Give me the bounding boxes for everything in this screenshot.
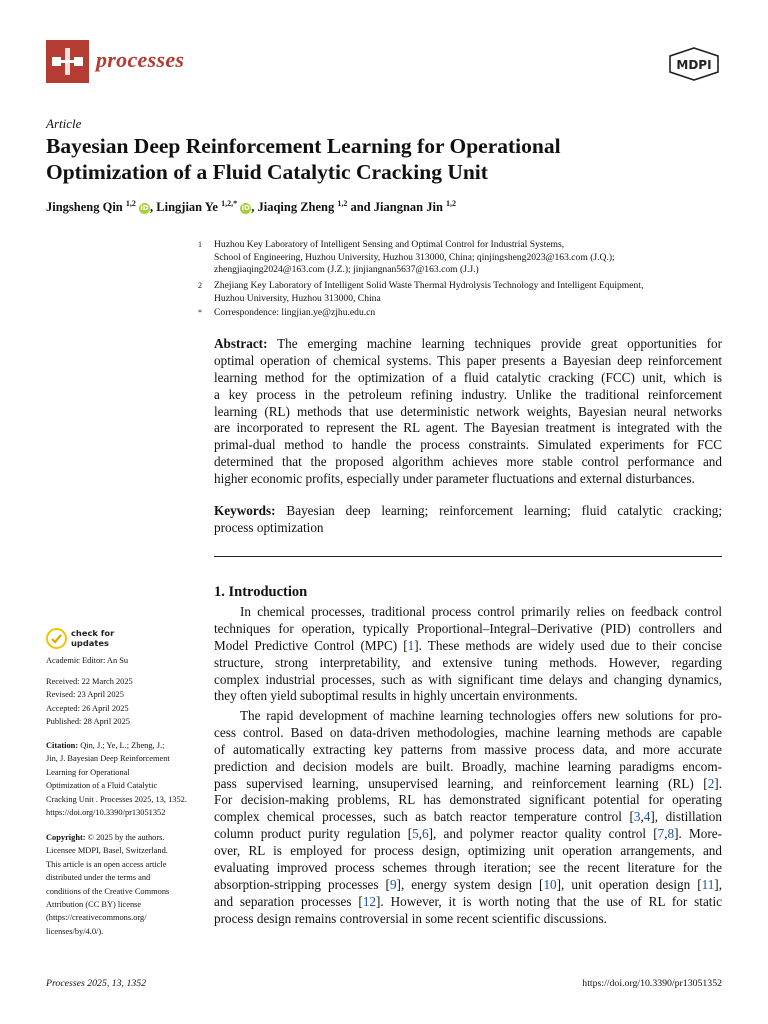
copyright-line: This article is an open access article [46,859,167,869]
text-line: Model Predictive Control (MPC) [1]. These methods are widely used due to their concise [214,637,722,653]
citation-link[interactable]: 12 [362,893,376,909]
paragraph-1 [214,604,722,705]
citation-block [46,739,206,819]
section-heading: 1. Introduction [214,584,308,600]
author-affiliation-mark: 1,2 [446,199,457,208]
affiliation-mark: 1 [198,240,202,249]
abstract-line: a key process in the petroleum refining industry. Unlike the traditional reinforcement [214,386,722,402]
check-updates-label: updates [71,638,109,648]
mdpi-hexagon-icon [667,46,721,82]
paragraph-2 [214,708,722,928]
text-line: absorption-stripping processes [9], energy system design [10], unit operation design [11], [214,876,722,892]
orcid-icon[interactable]: iD [241,203,250,212]
citation-line: Learning for Operational [46,767,130,777]
abstract-line: are incorporated to represent the RL agent. The Bayesian treatment is integrated with the [214,420,722,436]
citation-link[interactable]: 11 [701,876,715,892]
check-updates-label: check for [71,628,115,638]
copyright-line: Copyright: © 2025 by the authors. [46,833,165,842]
abstract-line: Abstract: The emerging machine learning techniques provide great opportunities for [214,336,723,351]
abstract-line: optimal operation of chemical systems. This paper presents a Bayesian deep reinforcement [214,352,722,368]
orcid-icon[interactable]: iD [140,203,149,212]
affiliation [198,280,724,305]
citation-link[interactable]: 2 [707,775,715,791]
copyright-line: (https://creativecommons.org/ [46,913,147,923]
affiliation [198,307,724,320]
text-line: column product purity regulation [5,6], and polymer reactor quality control [7,8]. More- [214,826,722,842]
abstract-label: Abstract: [214,336,268,351]
author-affiliation-mark: 1,2 [125,199,136,208]
copyright-line: conditions of the Creative Commons [46,886,170,896]
mdpi-logo[interactable] [667,46,721,82]
date-published: Published: 28 April 2025 [46,717,130,727]
affiliation-mark: * [198,308,202,317]
journal-logo [46,40,89,83]
citation-line: Optimization of a Fluid Catalytic [46,781,158,791]
citation-link[interactable]: 9 [389,876,397,892]
abstract-line: learning method for the optimization of a fluid catalytic cracking (FCC) unit, which is [214,369,722,385]
date-revised: Revised: 23 April 2025 [46,690,124,700]
text-line: evaluating improved process schemes through iteration; see the recent literature for the [214,860,722,876]
affiliation-line: School of Engineering, Huzhou University, Huzhou 313000, China; qinjingsheng2023@163.com (J.Q.); [214,251,615,263]
citation-label: Citation: [46,741,79,750]
check-updates-icon [46,628,67,649]
citation-link[interactable]: 8 [667,826,675,842]
affiliation-line: Correspondence: lingjian.ye@zjhu.edu.cn [214,307,376,318]
title-line: Bayesian Deep Reinforcement Learning for Operational [46,134,561,158]
text-line: complex chemical processes, such as batch reactor temperature control [3,4], distillation [214,809,722,825]
citation-link[interactable]: 4 [643,809,651,825]
citation-link[interactable]: 7 [657,826,665,842]
keywords-text: Bayesian deep learning; reinforcement learning; fluid catalytic cracking; [286,503,723,518]
citation-link[interactable]: 5 [412,826,419,842]
academic-editor: Academic Editor: An Su [46,656,129,665]
affiliation-line: zhengjiaqing2024@163.com (J.Z.); jinjiangnan5637@163.com (J.J.) [214,264,479,276]
text-line: For decision-making problems, RL has demonstrated significant potential for operating [214,792,722,808]
copyright-line: licenses/by/4.0/). [46,926,104,936]
abstract [214,336,722,488]
text-line: pass supervised learning, unsupervised learning, and reinforcement learning (RL) [2]. [214,775,722,791]
copyright-line: Licensee MDPI, Basel, Switzerland. [46,846,168,856]
text-line: structure, strong interpretability, and extensive tuning methods. However, regarding [214,654,722,670]
citation-line: https://doi.org/10.3390/pr13051352 [46,808,166,818]
text-line: complex industrial processes, such as with significant time delays and changing dynamics, [214,671,722,687]
abstract-line: determined that the proposed algorithm achieves more stable control performance and [214,454,722,470]
text-line: cess control. Based on data-driven methodologies, machine learning methods are capable [214,724,722,740]
copyright-label: Copyright: [46,833,86,842]
text-line: and separation processes [12]. However, it is worth noting that the use of RL for static [214,893,722,909]
text-line: techniques for operation, typically Proportional–Integral–Derivative (PID) controllers and [214,620,722,636]
citation-link[interactable]: 3 [633,809,641,825]
date-received: Received: 22 March 2025 [46,677,133,686]
citation-line: Jin, J. Bayesian Deep Reinforcement [46,754,170,764]
abstract-line: learning (RL) methods that use deterministic network weights, Bayesian neural networks [214,403,722,419]
text-line: they often yield suboptimal results in highly uncertain environments. [214,688,578,704]
affiliation [198,239,724,277]
author-affiliation-mark: 1,2 [337,199,348,208]
citation-link[interactable]: 1 [407,637,415,653]
author-name[interactable]: Jiangnan Jin [373,200,443,215]
keywords-label: Keywords: [214,503,276,518]
check-for-updates-button[interactable] [46,626,126,654]
author-name[interactable]: Jiaqing Zheng [257,200,335,215]
abstract-line: higher economic profits, especially under parameter fluctuations and external disturbances. [214,471,695,487]
article-type: Article [46,116,82,131]
text-line: The rapid development of machine learning technologies offers new solutions for pro- [240,708,722,723]
abstract-line: primal-dual method to handle the process constraints. Simulated experiments for FCC [214,437,722,453]
affiliation-line: Huzhou Key Laboratory of Intelligent Sensing and Optimal Control for Industrial Systems, [214,239,565,250]
title-line: Optimization of a Fluid Catalytic Cracking Unit [46,160,488,184]
keywords-text: process optimization [214,519,324,535]
affiliation-mark: 2 [198,281,202,290]
author-list: Jingsheng Qin $^{1,2}$ iD, Lingjian Ye $^{1,2,*}$ iD, Jiaqing Zheng $^{1,2}$ and Jiangnan Jin $^{1,2}$ [46,199,457,215]
footer-doi-link[interactable]: https://doi.org/10.3390/pr13051352 [582,978,722,989]
author-name[interactable]: Jingsheng Qin [46,200,123,215]
citation-line: Citation: Qin, J.; Ye, L.; Zheng, J.; [46,741,165,750]
processes-logo-icon [46,40,89,83]
text-line: prediction and decision models are built. Broadly, machine learning paradigms encom- [214,758,722,774]
journal-name[interactable]: processes [96,47,185,72]
text-line: over, RL is employed for process design, optimizing unit operation arrangements, and [214,843,722,859]
text-line: In chemical processes, traditional process control primarily relies on feedback control [240,604,722,619]
keywords [214,503,722,537]
copyright-line: distributed under the terms and [46,873,151,883]
footer-journal-info: Processes 2025, 13, 1352 [46,978,147,989]
affiliation-line: Zhejiang Key Laboratory of Intelligent Solid Waste Thermal Hydrolysis Technology and Intelligent Equipment, [214,280,644,291]
text-line: of automatically extracting key patterns from massive process data, and more accurate [214,741,722,757]
copyright-block [46,831,206,938]
author-name[interactable]: Lingjian Ye [156,200,218,215]
citation-link[interactable]: 6 [422,826,429,842]
citation-link[interactable]: 10 [543,876,557,892]
date-accepted: Accepted: 26 April 2025 [46,703,129,713]
publication-dates [46,675,206,729]
text-line: process design remains controversial in some recent scientific discussions. [214,910,607,926]
article-title [46,133,726,185]
citation-line: Cracking Unit . Processes 2025, 13, 1352. [46,794,187,804]
copyright-line: Attribution (CC BY) license [46,900,142,910]
affiliation-line: Huzhou University, Huzhou 313000, China [214,292,381,304]
publisher-name: MDPI [676,58,712,72]
section-divider [214,556,722,557]
author-affiliation-mark: 1,2,* [221,199,238,208]
